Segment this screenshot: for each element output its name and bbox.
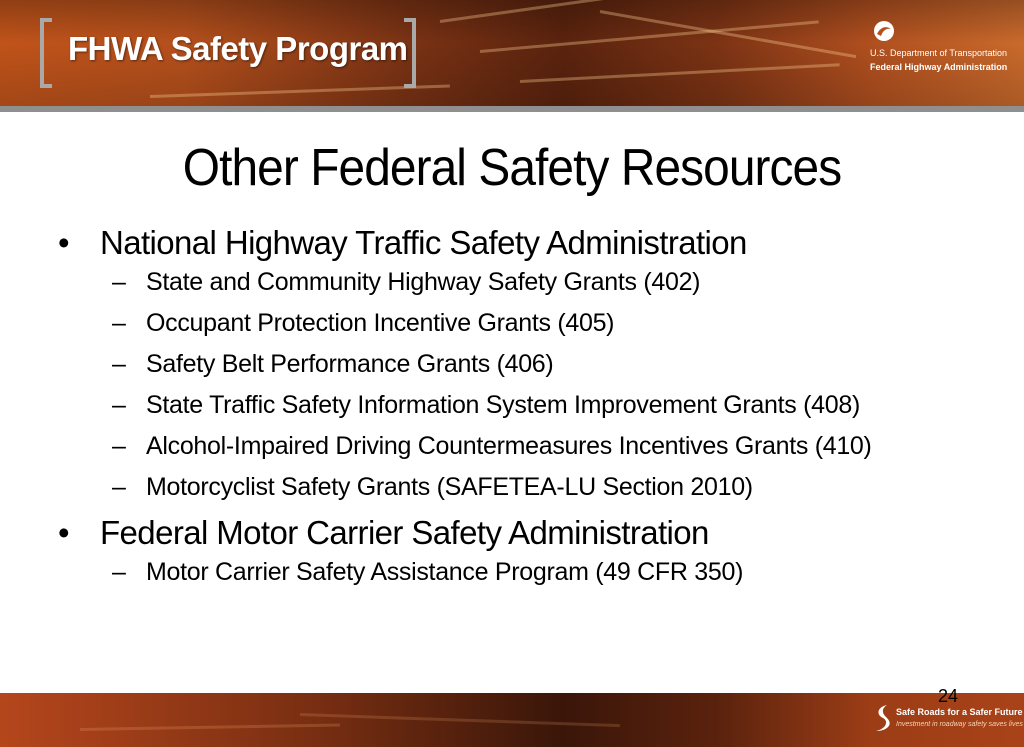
resource-item-nhtsa <box>56 222 936 264</box>
dash-icon: – <box>112 309 126 337</box>
right-bracket-decoration <box>404 18 416 88</box>
dash-icon: – <box>112 432 126 460</box>
program-label: Motor Carrier Safety Assistance Program (49 CFR 350) <box>146 558 744 586</box>
resource-item-fmcsa <box>56 512 936 554</box>
grant-item <box>102 307 936 339</box>
grant-label: Alcohol-Impaired Driving Countermeasures Incentives Grants (410) <box>146 432 872 460</box>
safe-roads-tagline: Investment in roadway safety saves lives <box>896 721 1023 728</box>
subitems-container <box>56 556 936 588</box>
grant-label: State Traffic Safety Information System Improvement Grants (408) <box>146 391 860 419</box>
grant-item <box>102 430 936 462</box>
dash-icon: – <box>112 350 126 378</box>
grant-item <box>102 266 936 298</box>
agency-name-line2: Federal Highway Administration <box>870 62 1008 72</box>
dash-icon: – <box>112 558 126 586</box>
program-title: FHWA Safety Program <box>68 30 408 67</box>
grant-item <box>102 471 936 503</box>
header-banner <box>0 0 1024 106</box>
footer-banner <box>0 693 1024 747</box>
program-item <box>102 556 936 588</box>
fmcsa-programs-list <box>56 556 936 588</box>
bullet-icon: • <box>58 224 69 261</box>
resource-label: National Highway Traffic Safety Administration <box>100 224 747 261</box>
dash-icon: – <box>112 391 126 419</box>
safe-roads-logo-icon <box>872 703 894 733</box>
grant-label: State and Community Highway Safety Grants (402) <box>146 268 701 296</box>
page-number: 24 <box>938 686 959 706</box>
resource-label: Federal Motor Carrier Safety Administration <box>100 514 709 551</box>
subitems-container <box>56 266 936 503</box>
usdot-logo-icon <box>873 20 895 42</box>
slide-title: Other Federal Safety Resources <box>182 139 842 197</box>
agency-name-line1: U.S. Department of Transportation <box>870 48 1008 58</box>
dash-icon: – <box>112 268 126 296</box>
safe-roads-title: Safe Roads for a Safer Future <box>896 707 1023 717</box>
nhtsa-grants-list <box>56 266 936 503</box>
grant-label: Motorcyclist Safety Grants (SAFETEA-LU Section 2010) <box>146 473 753 501</box>
grant-label: Safety Belt Performance Grants (406) <box>146 350 554 378</box>
header-divider <box>0 106 1024 112</box>
left-bracket-decoration <box>40 18 52 88</box>
grant-item <box>102 348 936 380</box>
resource-list <box>56 222 936 597</box>
bullet-icon: • <box>58 514 69 551</box>
grant-item <box>102 389 936 421</box>
dash-icon: – <box>112 473 126 501</box>
grant-label: Occupant Protection Incentive Grants (405) <box>146 309 615 337</box>
